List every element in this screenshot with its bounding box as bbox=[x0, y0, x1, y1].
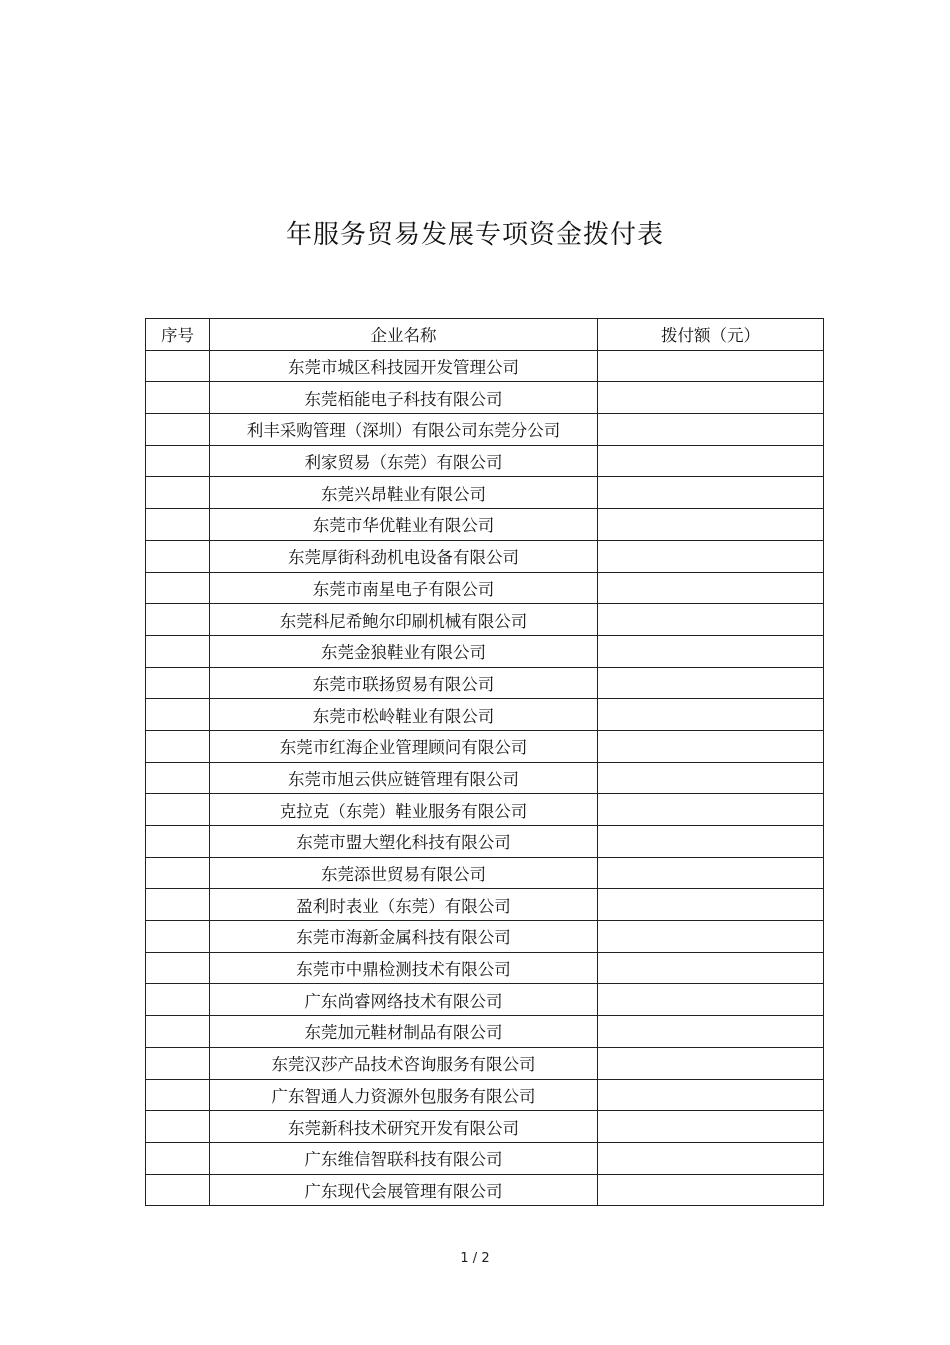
cell-company-name: 东莞新科技术研究开发有限公司 bbox=[210, 1111, 598, 1143]
table-row bbox=[146, 509, 824, 541]
cell-amount bbox=[598, 921, 824, 953]
cell-amount bbox=[598, 730, 824, 762]
cell-seq bbox=[146, 952, 210, 984]
table-row bbox=[146, 635, 824, 667]
cell-amount bbox=[598, 414, 824, 446]
table-row bbox=[146, 667, 824, 699]
cell-company-name: 东莞市联扬贸易有限公司 bbox=[210, 667, 598, 699]
cell-amount bbox=[598, 382, 824, 414]
cell-amount bbox=[598, 604, 824, 636]
cell-seq bbox=[146, 382, 210, 414]
cell-company-name: 东莞市华优鞋业有限公司 bbox=[210, 509, 598, 541]
cell-company-name: 利家贸易（东莞）有限公司 bbox=[210, 445, 598, 477]
cell-seq bbox=[146, 540, 210, 572]
cell-company-name: 东莞科尼希鲍尔印刷机械有限公司 bbox=[210, 604, 598, 636]
page-number: 1 / 2 bbox=[460, 1251, 490, 1266]
cell-seq bbox=[146, 1079, 210, 1111]
cell-amount bbox=[598, 699, 824, 731]
allocation-table bbox=[145, 318, 824, 1206]
cell-amount bbox=[598, 1079, 824, 1111]
cell-amount bbox=[598, 1047, 824, 1079]
table-row bbox=[146, 1111, 824, 1143]
table-row bbox=[146, 445, 824, 477]
cell-seq bbox=[146, 699, 210, 731]
cell-amount bbox=[598, 794, 824, 826]
cell-seq bbox=[146, 477, 210, 509]
table-row bbox=[146, 952, 824, 984]
table-row bbox=[146, 762, 824, 794]
cell-amount bbox=[598, 857, 824, 889]
cell-company-name: 广东现代会展管理有限公司 bbox=[210, 1174, 598, 1206]
cell-amount bbox=[598, 477, 824, 509]
table-row bbox=[146, 921, 824, 953]
table-row bbox=[146, 826, 824, 858]
cell-seq bbox=[146, 635, 210, 667]
cell-company-name: 利丰采购管理（深圳）有限公司东莞分公司 bbox=[210, 414, 598, 446]
cell-company-name: 东莞汉莎产品技术咨询服务有限公司 bbox=[210, 1047, 598, 1079]
cell-amount bbox=[598, 826, 824, 858]
cell-amount bbox=[598, 350, 824, 382]
cell-company-name: 东莞市南星电子有限公司 bbox=[210, 572, 598, 604]
cell-amount bbox=[598, 1016, 824, 1048]
cell-amount bbox=[598, 667, 824, 699]
cell-seq bbox=[146, 921, 210, 953]
table-row bbox=[146, 794, 824, 826]
cell-company-name: 广东维信智联科技有限公司 bbox=[210, 1142, 598, 1174]
cell-seq bbox=[146, 984, 210, 1016]
cell-seq bbox=[146, 414, 210, 446]
table-row bbox=[146, 1016, 824, 1048]
table-row bbox=[146, 1079, 824, 1111]
cell-amount bbox=[598, 509, 824, 541]
table-row bbox=[146, 572, 824, 604]
cell-seq bbox=[146, 1142, 210, 1174]
cell-amount bbox=[598, 540, 824, 572]
cell-amount bbox=[598, 635, 824, 667]
cell-seq bbox=[146, 667, 210, 699]
cell-seq bbox=[146, 762, 210, 794]
cell-amount bbox=[598, 1142, 824, 1174]
table-row bbox=[146, 857, 824, 889]
cell-amount bbox=[598, 762, 824, 794]
cell-company-name: 东莞市盟大塑化科技有限公司 bbox=[210, 826, 598, 858]
table-body bbox=[146, 350, 824, 1206]
table-row bbox=[146, 1047, 824, 1079]
header-company: 企业名称 bbox=[210, 319, 598, 351]
cell-company-name: 广东智通人力资源外包服务有限公司 bbox=[210, 1079, 598, 1111]
cell-company-name: 东莞加元鞋材制品有限公司 bbox=[210, 1016, 598, 1048]
cell-seq bbox=[146, 730, 210, 762]
document-title: 年服务贸易发展专项资金拨付表 bbox=[285, 220, 664, 250]
table-row bbox=[146, 382, 824, 414]
cell-seq bbox=[146, 1174, 210, 1206]
cell-seq bbox=[146, 889, 210, 921]
cell-company-name: 广东尚睿网络技术有限公司 bbox=[210, 984, 598, 1016]
cell-company-name: 克拉克（东莞）鞋业服务有限公司 bbox=[210, 794, 598, 826]
cell-company-name: 东莞兴昂鞋业有限公司 bbox=[210, 477, 598, 509]
cell-company-name: 东莞市松岭鞋业有限公司 bbox=[210, 699, 598, 731]
cell-seq bbox=[146, 826, 210, 858]
cell-seq bbox=[146, 445, 210, 477]
cell-seq bbox=[146, 794, 210, 826]
cell-amount bbox=[598, 1111, 824, 1143]
cell-seq bbox=[146, 857, 210, 889]
table-row bbox=[146, 477, 824, 509]
table-row bbox=[146, 1142, 824, 1174]
cell-company-name: 东莞市海新金属科技有限公司 bbox=[210, 921, 598, 953]
table-row bbox=[146, 414, 824, 446]
cell-seq bbox=[146, 350, 210, 382]
table-row bbox=[146, 730, 824, 762]
cell-seq bbox=[146, 1016, 210, 1048]
cell-company-name: 东莞添世贸易有限公司 bbox=[210, 857, 598, 889]
cell-company-name: 东莞市城区科技园开发管理公司 bbox=[210, 350, 598, 382]
cell-amount bbox=[598, 572, 824, 604]
header-seq: 序号 bbox=[146, 319, 210, 351]
cell-company-name: 东莞厚街科劲机电设备有限公司 bbox=[210, 540, 598, 572]
header-amount: 拨付额（元） bbox=[598, 319, 824, 351]
cell-company-name: 东莞市旭云供应链管理有限公司 bbox=[210, 762, 598, 794]
cell-seq bbox=[146, 572, 210, 604]
cell-company-name: 东莞栢能电子科技有限公司 bbox=[210, 382, 598, 414]
cell-amount bbox=[598, 1174, 824, 1206]
table-row bbox=[146, 350, 824, 382]
table-row bbox=[146, 984, 824, 1016]
table-row bbox=[146, 540, 824, 572]
cell-seq bbox=[146, 1111, 210, 1143]
cell-company-name: 东莞市红海企业管理顾问有限公司 bbox=[210, 730, 598, 762]
table-row bbox=[146, 699, 824, 731]
table-header-row bbox=[146, 319, 824, 351]
cell-company-name: 东莞金狼鞋业有限公司 bbox=[210, 635, 598, 667]
table-row bbox=[146, 1174, 824, 1206]
cell-amount bbox=[598, 445, 824, 477]
cell-amount bbox=[598, 889, 824, 921]
cell-amount bbox=[598, 984, 824, 1016]
cell-seq bbox=[146, 604, 210, 636]
table-row bbox=[146, 889, 824, 921]
table-row bbox=[146, 604, 824, 636]
cell-company-name: 盈利时表业（东莞）有限公司 bbox=[210, 889, 598, 921]
cell-seq bbox=[146, 1047, 210, 1079]
cell-seq bbox=[146, 509, 210, 541]
cell-company-name: 东莞市中鼎检测技术有限公司 bbox=[210, 952, 598, 984]
cell-amount bbox=[598, 952, 824, 984]
